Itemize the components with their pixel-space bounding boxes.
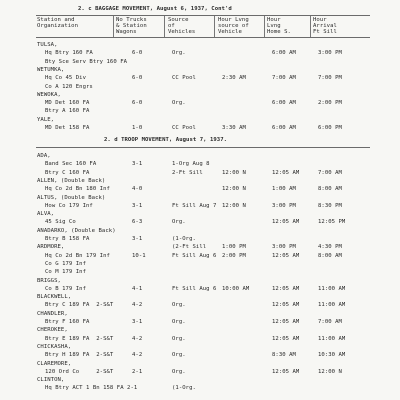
cell-station: BLACKWELL, xyxy=(37,294,72,301)
cell-hour-src: 12:00 N xyxy=(222,169,246,176)
cell-source: Ft Sill Aug 6 xyxy=(172,252,217,259)
cell-trucks: 3-1 xyxy=(132,236,143,242)
header-divider xyxy=(214,16,215,37)
cell-station: YALE, xyxy=(37,116,55,123)
cell-hour-home: 12:05 AM xyxy=(272,335,300,342)
cell-trucks: 1-0 xyxy=(132,125,143,131)
cell-org: MD Det 160 FA xyxy=(45,100,90,107)
cell-org: 120 Ord Co 2-S&T xyxy=(45,368,114,375)
cell-org: Btry E 189 FA 2-S&T xyxy=(45,335,114,342)
cell-arrival: 3:00 PM xyxy=(318,50,342,57)
cell-station: ALTUS, (Double Back) xyxy=(37,194,106,201)
cell-source: (2-Ft Sill xyxy=(172,244,207,251)
cell-arrival: 8:00 AM xyxy=(318,252,342,259)
header-divider xyxy=(164,16,165,37)
cell-trucks: 4-0 xyxy=(132,186,143,193)
cell-source: 2-Ft Sill xyxy=(172,169,203,176)
cell-trucks: 3-1 xyxy=(132,202,143,209)
cell-station: ANADARKO, (Double Back) xyxy=(37,227,116,234)
cell-org: Hq Co 45 Div xyxy=(45,75,87,82)
cell-station: ALLEN, (Double Back) xyxy=(37,177,106,184)
cell-source: (1-Org. xyxy=(172,236,196,242)
cell-trucks: 6-0 xyxy=(132,100,143,107)
cell-source: Org. xyxy=(172,50,186,57)
top-rule xyxy=(36,15,370,16)
cell-station: CHANDLER, xyxy=(37,310,68,317)
cell-trucks: 10-1 xyxy=(132,252,146,259)
cell-source: CC Pool xyxy=(172,125,196,131)
cell-org: Co B 179 Inf xyxy=(45,285,87,292)
header-divider xyxy=(113,16,114,37)
cell-hour-home: 12:05 AM xyxy=(272,169,300,176)
cell-source: Ft Sill Aug 7 xyxy=(172,202,217,209)
cell-org: Btry B 158 FA xyxy=(45,236,90,242)
cell-hour-src: 3:30 AM xyxy=(222,125,246,131)
cell-org: Bty Sce Serv Btry 160 FA xyxy=(45,58,128,65)
cell-hour-home: 12:05 AM xyxy=(272,285,300,292)
cell-source: Org. xyxy=(172,100,186,107)
col-header-source: Source of Vehicles xyxy=(168,17,196,35)
cell-station: WEWOKA, xyxy=(37,91,61,98)
cell-source: CC Pool xyxy=(172,75,196,82)
cell-org: Hq Btry 160 FA xyxy=(45,50,93,57)
cell-trucks: 4-2 xyxy=(132,352,143,359)
cell-org: 45 Sig Co xyxy=(45,219,76,226)
cell-arrival: 10:30 AM xyxy=(318,352,346,359)
cell-trucks: 3-1 xyxy=(132,319,143,325)
cell-trucks: 2-1 xyxy=(132,368,143,375)
cell-trucks: 6-0 xyxy=(132,75,143,82)
cell-org: Btry C 160 FA xyxy=(45,169,90,176)
cell-trucks: 6-3 xyxy=(132,219,143,226)
cell-hour-home: 1:00 AM xyxy=(272,186,296,193)
cell-station: ARDMORE, xyxy=(37,244,65,251)
cell-org: Btry H 189 FA 2-S&T xyxy=(45,352,114,359)
cell-source: Org. xyxy=(172,319,186,325)
cell-arrival: 4:30 PM xyxy=(318,244,342,251)
cell-hour-home: 12:05 AM xyxy=(272,219,300,226)
cell-source: Org. xyxy=(172,368,186,375)
cell-hour-home: 12:05 AM xyxy=(272,368,300,375)
cell-hour-home: 12:05 AM xyxy=(272,319,300,325)
cell-source: Org. xyxy=(172,219,186,226)
col-header-hour-source: Hour Lvng source of Vehicle xyxy=(218,17,249,35)
cell-station: BRIGGS, xyxy=(37,277,61,284)
cell-hour-home: 6:00 AM xyxy=(272,125,296,131)
cell-hour-src: 2:00 PM xyxy=(222,252,246,259)
cell-trucks: 4-1 xyxy=(132,285,143,292)
col-header-arrival: Hour Arrival Ft Sill xyxy=(313,17,337,35)
col-header-hour-home: Hour Lvng Home S. xyxy=(267,17,291,35)
troop-rule xyxy=(36,147,370,148)
cell-source: Org. xyxy=(172,335,186,342)
cell-org: How Co 179 Inf xyxy=(45,202,93,209)
cell-arrival: 6:00 PM xyxy=(318,125,342,131)
cell-hour-home: 12:05 AM xyxy=(272,252,300,259)
cell-hour-home: 8:30 AM xyxy=(272,352,296,359)
cell-hour-home: 3:00 PM xyxy=(272,202,296,209)
cell-org: Co A 120 Engrs xyxy=(45,83,93,90)
cell-trucks: 4-2 xyxy=(132,335,143,342)
cell-org: Hq Btry ACT 1 Bn 158 FA 2-1 xyxy=(45,385,138,392)
cell-arrival: 12:05 PM xyxy=(318,219,346,226)
cell-station: CLINTON, xyxy=(37,377,65,384)
cell-arrival: 7:00 PM xyxy=(318,75,342,82)
cell-source: 1-Org Aug 8 xyxy=(172,161,210,168)
cell-station: ADA, xyxy=(37,153,51,159)
cell-hour-home: 6:00 AM xyxy=(272,50,296,57)
cell-trucks: 6-0 xyxy=(132,50,143,57)
header-divider xyxy=(264,16,265,37)
cell-org: Btry A 160 FA xyxy=(45,108,90,115)
cell-station: CLAREMORE, xyxy=(37,360,72,367)
col-header-trucks: No Trucks & Station Wagons xyxy=(116,17,147,35)
cell-hour-src: 2:30 AM xyxy=(222,75,246,82)
cell-hour-home: 6:00 AM xyxy=(272,100,296,107)
cell-arrival: 12:00 N xyxy=(318,368,342,375)
cell-source: Org. xyxy=(172,302,186,309)
cell-arrival: 8:30 PM xyxy=(318,202,342,209)
cell-hour-src: 1:00 PM xyxy=(222,244,246,251)
cell-arrival: 11:00 AM xyxy=(318,302,346,309)
header-divider xyxy=(310,16,311,37)
cell-org: Btry C 189 FA 2-S&T xyxy=(45,302,114,309)
cell-station: CHEROKEE, xyxy=(37,327,68,334)
cell-hour-home: 7:00 AM xyxy=(272,75,296,82)
cell-org: Hq Co 2d Bn 179 Inf xyxy=(45,252,110,259)
cell-source: (1-Org. xyxy=(172,385,196,392)
cell-hour-home: 12:05 AM xyxy=(272,302,300,309)
cell-org: Co M 179 Inf xyxy=(45,269,87,276)
cell-hour-src: 10:00 AM xyxy=(222,285,250,292)
cell-org: Btry F 160 FA xyxy=(45,319,90,325)
cell-arrival: 11:00 AM xyxy=(318,335,346,342)
cell-arrival: 8:00 AM xyxy=(318,186,342,193)
cell-hour-src: 12:00 N xyxy=(222,186,246,193)
cell-source: Ft Sill Aug 6 xyxy=(172,285,217,292)
baggage-title: 2. c BAGGAGE MOVEMENT, August 6, 1937, Cont'd xyxy=(78,6,232,12)
cell-station: WETUMKA, xyxy=(37,66,65,73)
cell-org: Co G 179 Inf xyxy=(45,260,87,267)
cell-trucks: 3-1 xyxy=(132,161,143,168)
cell-source: Org. xyxy=(172,352,186,359)
cell-org: Hq Co 2d Bn 180 Inf xyxy=(45,186,110,193)
cell-arrival: 2:00 PM xyxy=(318,100,342,107)
cell-station: TULSA, xyxy=(37,42,58,48)
troop-title: 2. d TROOP MOVEMENT, August 7, 1937. xyxy=(104,137,228,143)
cell-org: MD Det 158 FA xyxy=(45,125,90,131)
cell-arrival: 7:00 AM xyxy=(318,169,342,176)
cell-trucks: 4-2 xyxy=(132,302,143,309)
cell-station: ALVA, xyxy=(37,211,55,218)
col-header-station: Station and Organization xyxy=(37,17,79,29)
cell-hour-src: 12:00 N xyxy=(222,202,246,209)
cell-station: CHICKASHA, xyxy=(37,343,72,350)
cell-arrival: 11:00 AM xyxy=(318,285,346,292)
header-rule xyxy=(36,37,370,38)
cell-arrival: 7:00 AM xyxy=(318,319,342,325)
cell-hour-home: 3:00 PM xyxy=(272,244,296,251)
cell-org: Band Sec 160 FA xyxy=(45,161,97,168)
